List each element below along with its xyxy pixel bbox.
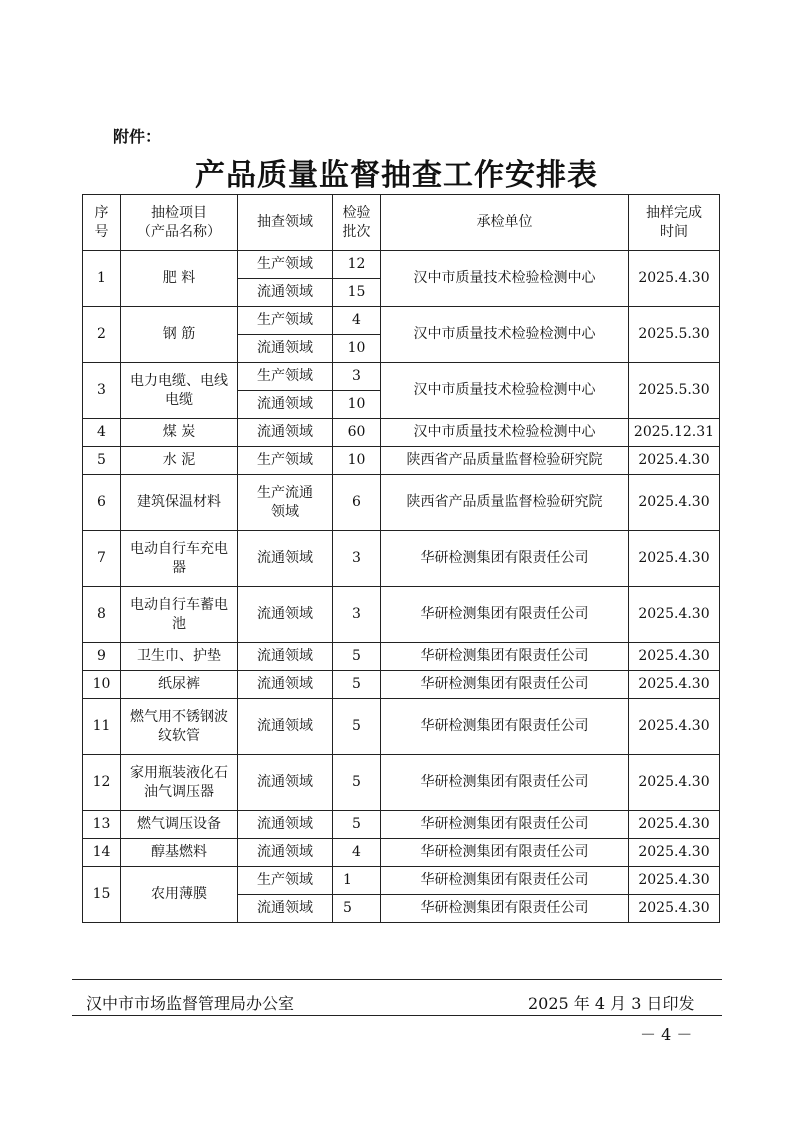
seq-cell: 1: [83, 251, 121, 307]
unit-cell: 华研检测集团有限责任公司: [381, 671, 629, 699]
domain-cell: 流通领域: [238, 671, 333, 699]
table-row: [83, 867, 720, 895]
domain-cell: 流通领域: [238, 391, 333, 419]
unit-cell: 华研检测集团有限责任公司: [381, 811, 629, 839]
batches-cell: 3: [333, 363, 381, 391]
page-number: － 4 －: [640, 1025, 693, 1044]
table-row: [83, 643, 720, 671]
issue-date: 2025 年 4 月 3 日印发: [528, 994, 695, 1013]
footer-divider-bottom: [72, 1015, 722, 1016]
time-cell: 2025.4.30: [629, 811, 720, 839]
table-row: [83, 447, 720, 475]
unit-cell: 陕西省产品质量监督检验研究院: [381, 447, 629, 475]
table-row: [83, 811, 720, 839]
product-cell: 燃气调压设备: [121, 811, 238, 839]
table-row: [83, 475, 720, 531]
domain-cell: 流通领域: [238, 895, 333, 923]
table-row: [83, 531, 720, 587]
domain-cell: 生产领域: [238, 307, 333, 335]
product-cell: 电动自行车充电器: [121, 531, 238, 587]
time-cell: 2025.4.30: [629, 475, 720, 531]
time-cell: 2025.4.30: [629, 755, 720, 811]
seq-cell: 4: [83, 419, 121, 447]
domain-cell: 流通领域: [238, 839, 333, 867]
unit-cell: 华研检测集团有限责任公司: [381, 587, 629, 643]
unit-cell: 华研检测集团有限责任公司: [381, 895, 629, 923]
batches-cell: 1: [333, 867, 381, 895]
unit-cell: 汉中市质量技术检验检测中心: [381, 363, 629, 419]
product-cell: 肥 料: [121, 251, 238, 307]
header-domain: 抽查领域: [238, 195, 333, 251]
unit-cell: 汉中市质量技术检验检测中心: [381, 251, 629, 307]
unit-cell: 华研检测集团有限责任公司: [381, 643, 629, 671]
header-unit: 承检单位: [381, 195, 629, 251]
product-cell: 纸尿裤: [121, 671, 238, 699]
unit-cell: 华研检测集团有限责任公司: [381, 867, 629, 895]
domain-cell: 流通领域: [238, 419, 333, 447]
time-cell: 2025.5.30: [629, 307, 720, 363]
time-cell: 2025.4.30: [629, 531, 720, 587]
batches-cell: 5: [333, 811, 381, 839]
product-cell: 煤 炭: [121, 419, 238, 447]
header-time: 抽样完成 时间: [629, 195, 720, 251]
unit-cell: 华研检测集团有限责任公司: [381, 531, 629, 587]
attachment-label: 附件：: [113, 127, 162, 146]
batches-cell: 12: [333, 251, 381, 279]
batches-cell: 6: [333, 475, 381, 531]
domain-cell: 流通领域: [238, 755, 333, 811]
domain-cell: 流通领域: [238, 531, 333, 587]
seq-cell: 2: [83, 307, 121, 363]
domain-cell: 生产领域: [238, 447, 333, 475]
domain-cell: 生产流通领域: [238, 475, 333, 531]
issuing-office: 汉中市市场监督管理局办公室: [86, 994, 295, 1013]
seq-cell: 11: [83, 699, 121, 755]
product-cell: 家用瓶装液化石油气调压器: [121, 755, 238, 811]
product-cell: 卫生巾、护垫: [121, 643, 238, 671]
table-row: [83, 307, 720, 335]
batches-cell: 15: [333, 279, 381, 307]
unit-cell: 华研检测集团有限责任公司: [381, 839, 629, 867]
domain-cell: 流通领域: [238, 811, 333, 839]
batches-cell: 5: [333, 699, 381, 755]
time-cell: 2025.4.30: [629, 251, 720, 307]
time-cell: 2025.4.30: [629, 867, 720, 895]
table-row: [83, 363, 720, 391]
unit-cell: 华研检测集团有限责任公司: [381, 755, 629, 811]
domain-cell: 生产领域: [238, 867, 333, 895]
table-row: [83, 251, 720, 279]
header-batches: 检验 批次: [333, 195, 381, 251]
seq-cell: 5: [83, 447, 121, 475]
batches-cell: 5: [333, 643, 381, 671]
batches-cell: 3: [333, 531, 381, 587]
time-cell: 2025.4.30: [629, 839, 720, 867]
seq-cell: 8: [83, 587, 121, 643]
batches-cell: 4: [333, 839, 381, 867]
time-cell: 2025.5.30: [629, 363, 720, 419]
table-row: [83, 419, 720, 447]
seq-cell: 10: [83, 671, 121, 699]
seq-cell: 13: [83, 811, 121, 839]
header-seq: 序 号: [83, 195, 121, 251]
schedule-table: [82, 194, 720, 923]
product-cell: 钢 筋: [121, 307, 238, 363]
time-cell: 2025.4.30: [629, 699, 720, 755]
unit-cell: 汉中市质量技术检验检测中心: [381, 419, 629, 447]
batches-cell: 5: [333, 671, 381, 699]
footer-divider-top: [72, 979, 722, 980]
batches-cell: 5: [333, 895, 381, 923]
table-row: [83, 755, 720, 811]
unit-cell: 华研检测集团有限责任公司: [381, 699, 629, 755]
time-cell: 2025.4.30: [629, 643, 720, 671]
time-cell: 2025.4.30: [629, 895, 720, 923]
seq-cell: 15: [83, 867, 121, 923]
time-cell: 2025.12.31: [629, 419, 720, 447]
seq-cell: 12: [83, 755, 121, 811]
time-cell: 2025.4.30: [629, 447, 720, 475]
domain-cell: 流通领域: [238, 643, 333, 671]
domain-cell: 流通领域: [238, 279, 333, 307]
domain-cell: 生产领域: [238, 251, 333, 279]
table-row: [83, 839, 720, 867]
product-cell: 农用薄膜: [121, 867, 238, 923]
seq-cell: 9: [83, 643, 121, 671]
batches-cell: 10: [333, 447, 381, 475]
batches-cell: 10: [333, 391, 381, 419]
time-cell: 2025.4.30: [629, 587, 720, 643]
batches-cell: 10: [333, 335, 381, 363]
domain-cell: 流通领域: [238, 699, 333, 755]
document-title: 产品质量监督抽查工作安排表: [195, 158, 598, 193]
product-cell: 电动自行车蓄电池: [121, 587, 238, 643]
seq-cell: 6: [83, 475, 121, 531]
table-row: [83, 671, 720, 699]
domain-cell: 流通领域: [238, 335, 333, 363]
product-cell: 燃气用不锈钢波纹软管: [121, 699, 238, 755]
domain-cell: 流通领域: [238, 587, 333, 643]
product-cell: 水 泥: [121, 447, 238, 475]
unit-cell: 汉中市质量技术检验检测中心: [381, 307, 629, 363]
seq-cell: 3: [83, 363, 121, 419]
batches-cell: 5: [333, 755, 381, 811]
table-row: [83, 699, 720, 755]
table-row: [83, 587, 720, 643]
seq-cell: 14: [83, 839, 121, 867]
batches-cell: 60: [333, 419, 381, 447]
product-cell: 电力电缆、电线电缆: [121, 363, 238, 419]
batches-cell: 3: [333, 587, 381, 643]
table-header-row: [83, 195, 720, 251]
seq-cell: 7: [83, 531, 121, 587]
header-item: 抽检项目 （产品名称）: [121, 195, 238, 251]
domain-cell: 生产领域: [238, 363, 333, 391]
time-cell: 2025.4.30: [629, 671, 720, 699]
unit-cell: 陕西省产品质量监督检验研究院: [381, 475, 629, 531]
product-cell: 醇基燃料: [121, 839, 238, 867]
product-cell: 建筑保温材料: [121, 475, 238, 531]
batches-cell: 4: [333, 307, 381, 335]
